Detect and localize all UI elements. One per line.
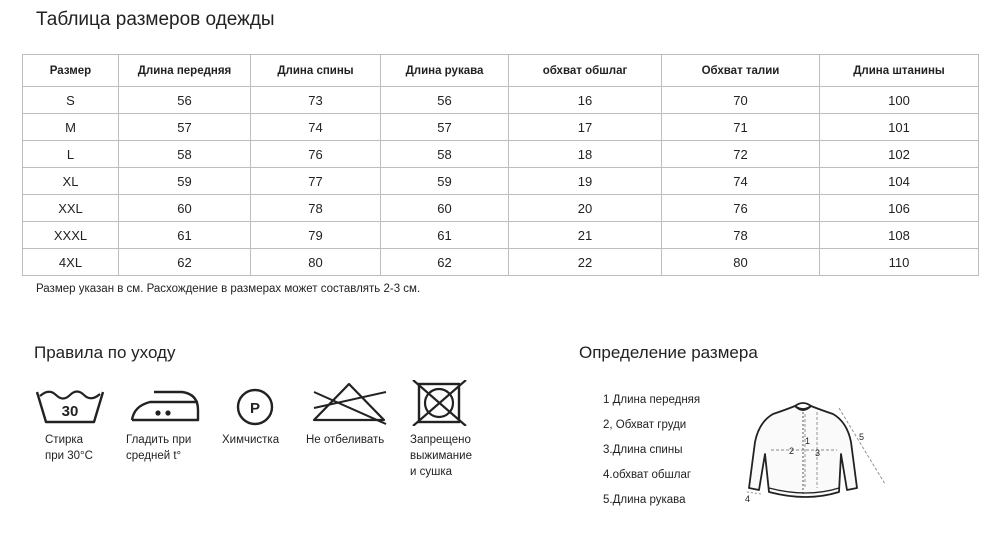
size-cell: S <box>23 87 119 114</box>
definition-item: 2, Обхват груди <box>603 419 687 431</box>
table-cell: 61 <box>119 222 251 249</box>
table-cell: 16 <box>509 87 662 114</box>
jacket-marker-3: 3 <box>815 448 821 458</box>
table-cell: 60 <box>119 195 251 222</box>
table-cell: 108 <box>820 222 979 249</box>
jacket-marker-5: 5 <box>859 432 865 442</box>
dry-clean-letter: P <box>249 400 261 417</box>
table-header-row <box>23 55 979 87</box>
table-cell: 102 <box>820 141 979 168</box>
table-cell: 17 <box>509 114 662 141</box>
col-waist-girth: Обхват талии <box>662 55 820 87</box>
table-cell: 100 <box>820 87 979 114</box>
table-cell: 18 <box>509 141 662 168</box>
table-cell: 74 <box>251 114 381 141</box>
table-cell: 106 <box>820 195 979 222</box>
dry-clean-p-icon <box>232 380 280 426</box>
size-cell: L <box>23 141 119 168</box>
table-cell: 78 <box>251 195 381 222</box>
care-item-iron <box>128 380 224 426</box>
table-cell: 21 <box>509 222 662 249</box>
table-row <box>23 195 979 222</box>
table-row <box>23 222 979 249</box>
definition-item: 1 Длина передняя <box>603 394 701 406</box>
table-cell: 56 <box>381 87 509 114</box>
table-cell: 76 <box>251 141 381 168</box>
table-cell: 62 <box>381 249 509 276</box>
col-back-length: Длина спины <box>251 55 381 87</box>
iron-medium-icon <box>128 380 204 426</box>
care-item-wash <box>34 380 130 426</box>
table-cell: 77 <box>251 168 381 195</box>
no-bleach-icon <box>308 380 390 426</box>
jacket-marker-4: 4 <box>745 494 751 504</box>
care-label-iron: Гладить при средней t° <box>126 434 192 462</box>
table-cell: 62 <box>119 249 251 276</box>
size-cell: XL <box>23 168 119 195</box>
care-item-nobleach <box>308 380 404 426</box>
table-cell: 76 <box>662 195 820 222</box>
col-cuff-girth: обхват обшлаг <box>509 55 662 87</box>
care-heading: Правила по уходу <box>34 343 176 362</box>
care-item-nodry <box>410 380 506 426</box>
size-note: Размер указан в см. Расхождение в размерах может составлять 2-3 см. <box>36 283 421 295</box>
table-cell: 74 <box>662 168 820 195</box>
col-leg-length: Длина штанины <box>820 55 979 87</box>
table-cell: 101 <box>820 114 979 141</box>
table-cell: 20 <box>509 195 662 222</box>
size-cell: XXXL <box>23 222 119 249</box>
definition-heading: Определение размера <box>579 343 758 362</box>
table-row <box>23 168 979 195</box>
definition-item: 5.Длина рукава <box>603 494 686 506</box>
table-cell: 57 <box>119 114 251 141</box>
table-cell: 80 <box>251 249 381 276</box>
table-cell: 80 <box>662 249 820 276</box>
care-label-nodry: Запрещено выжимание и сушка <box>410 434 472 478</box>
table-cell: 58 <box>381 141 509 168</box>
table-cell: 70 <box>662 87 820 114</box>
wash-temperature: 30 <box>61 403 79 420</box>
jacket-marker-1: 1 <box>805 436 811 446</box>
table-cell: 61 <box>381 222 509 249</box>
table-cell: 59 <box>381 168 509 195</box>
care-label-wash: Стирка при 30°C <box>45 434 93 462</box>
page-title: Таблица размеров одежды <box>36 9 275 30</box>
col-front-length: Длина передняя <box>119 55 251 87</box>
care-label-dryclean: Химчистка <box>222 434 280 446</box>
table-cell: 73 <box>251 87 381 114</box>
size-cell: XXL <box>23 195 119 222</box>
care-label-nobleach: Не отбеливать <box>306 434 385 446</box>
table-cell: 22 <box>509 249 662 276</box>
table-cell: 19 <box>509 168 662 195</box>
table-cell: 72 <box>662 141 820 168</box>
table-cell: 79 <box>251 222 381 249</box>
jacket-diagram-icon <box>735 392 895 512</box>
definition-item: 3.Длина спины <box>603 444 683 456</box>
table-row <box>23 114 979 141</box>
table-row <box>23 87 979 114</box>
table-row <box>23 249 979 276</box>
col-size: Размер <box>23 55 119 87</box>
table-cell: 71 <box>662 114 820 141</box>
table-cell: 78 <box>662 222 820 249</box>
table-row <box>23 141 979 168</box>
table-cell: 58 <box>119 141 251 168</box>
table-cell: 110 <box>820 249 979 276</box>
col-sleeve-length: Длина рукава <box>381 55 509 87</box>
jacket-marker-2: 2 <box>789 446 795 456</box>
table-cell: 59 <box>119 168 251 195</box>
no-tumble-dry-icon <box>410 380 472 426</box>
table-cell: 104 <box>820 168 979 195</box>
table-cell: 56 <box>119 87 251 114</box>
table-cell: 57 <box>381 114 509 141</box>
size-table <box>22 54 979 276</box>
definition-item: 4.обхват обшлаг <box>603 469 692 481</box>
wash-30-icon <box>34 380 106 426</box>
size-cell: M <box>23 114 119 141</box>
size-cell: 4XL <box>23 249 119 276</box>
table-cell: 60 <box>381 195 509 222</box>
